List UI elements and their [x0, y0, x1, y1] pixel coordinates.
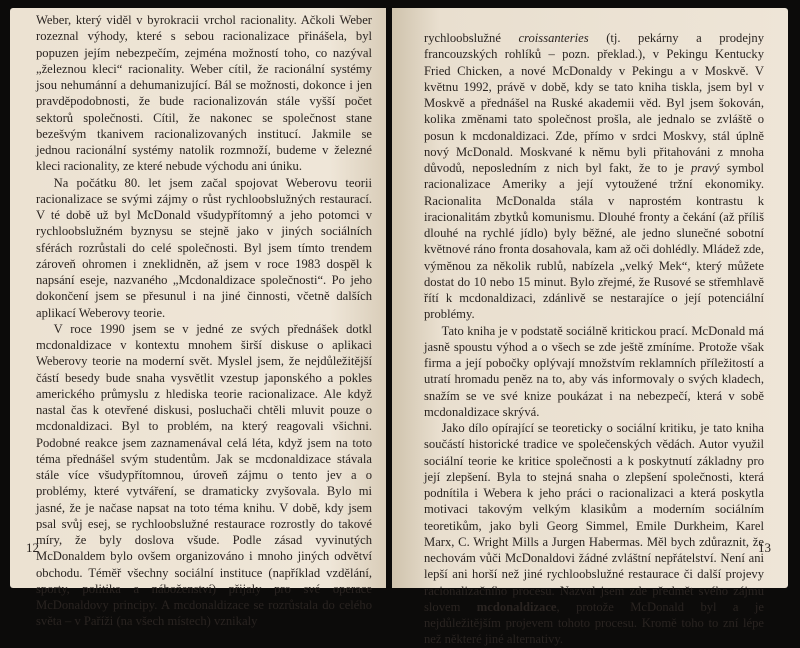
left-paragraph-2: Na počátku 80. let jsem začal spojovat Weberovu teorii racionalizace se svými zájmy o růst rychloobslužných restaurací. V té době už byl McDonald všudypřítomný a jeho potomci v rychloobslužném byznysu se stejně jako v jiných sociálních sférách rozrůstali do celé společnosti. Byl jsem tímto trendem zároveň ohromen i zneklidněn, až jsem v roce 1983 dospěl k napsání eseje, nazvaného „Mcdonaldizace společnosti“. Po jeho dokončení jsem se přesunul i na jiné činnosti, včetně dalších aplikací Weberovy teorie. [36, 175, 372, 320]
left-page-text [36, 12, 372, 630]
text-segment: rychloobslužné [424, 31, 519, 45]
right-paragraph-1 [424, 30, 764, 323]
right-paragraph-3 [424, 420, 764, 648]
italic-term: croissanteries [518, 31, 589, 45]
text-segment: , protože McDonald byl a je nejdůležitějším projevem tohoto procesu. Kromě toho to zní lépe než některé jiné alternativy. [424, 599, 764, 647]
italic-term: pravý [690, 161, 720, 175]
left-paragraph-3: V roce 1990 jsem se v jedné ze svých přednášek dotkl mcdonaldizace v kontextu mnohem širší diskuse o aplikaci Weberovy teorie na moderní svět. Myslel jsem, že nejdůležitější částí besedy bude snaha vysvětlit vzestup japonského a pokles amerického průmyslu z hlediska teorie racionalizace. Ale když nastal čas k otevřené diskusi, posluchači chtěli mluvit pouze o mcdonaldizaci. Byl to problém, na který reagovali všichni. Podobné reakce jsem zaznamenával celá léta, když jsem na toto téma přednášel svým studentům. Jak se mcdonaldizace stávala stále více všudypřítomnou, úroveň zájmu o tento jev a o problémy, které vytváření, se dramaticky zvyšovala. Bylo mi jasné, že je načase napsat na toto téma knihu. V době, kdy jsem psal svůj esej, se rychloobslužné restaurace rozrostly do takové míry, že byly doslova všude. Podle zásad vyvinutých McDonaldem bylo ovšem organizováno i mnoho jiných odvětví obchodu. Téměř všechny sociální instituce (například vzdělání, sporty, politika a náboženství) přijaly pro své operace McDonaldovy principy. A mcdonaldizace se rozrůstala do celého světa – v Paříži (na všech místech) vznikaly [36, 321, 372, 629]
text-segment: Jako dílo opírající se teoreticky o sociální kritiku, je tato kniha součástí historické tradice ve společenských vědách. Autor využil sociální teorie ke kritice společnosti a k poskytnutí základny pro její zlepšení. Byla to stejná snaha o zlepšení společnosti, která podnítila i Webera k jeho práci o racionalizaci a která poskytla motivaci takovým velkým klasikům a moderním sociálním teoretikům, jako byli Georg Simmel, Emile Durkheim, Karel Marx, C. Wright Mills a Jurgen Habermas. Měl bych zdůraznit, že nechovám vůči McDonaldovi žádné zvláštní nepřátelství. Není ani lepší ani horší než jiné rychloobslužné restaurace či další projevy racionalizačního procesu. Nazval jsem zde předmět svého zájmu slovem [424, 421, 764, 614]
right-paragraph-2: Tato kniha je v podstatě sociálně kritickou prací. McDonald má jasně spoustu výhod a o všech se zde ještě zmíníme. Protože však firma a její pobočky oplývají množstvím reklamních příležitostí a utratí hromadu peněz na to, aby vás informovaly o svých kladech, snažím se ve své knize poukázat i na nebezpečí, která v sobě mcdonaldizace skrývá. [424, 323, 764, 419]
page-number-left: 12 [26, 540, 39, 555]
text-segment: (tj. pekárny a prodejny francouzských rohlíků – pozn. překlad.), v Pekingu Kentucky Fried Chicken, a nové McDonaldy v Pekingu a v Moskvě. V květnu 1992, právě v době, kdy se tato kniha tiskla, jsem byl v Moskvě a přednášel na Ruské akademii věd. Byl jsem šokován, kolika změnami tato společnost prošla, ale jednalo se zvláště o posun k mcdonaldizaci. Zde, přímo v srdci Moskvy, stál úplně nový McDonald. Moskvané k němu byli přitahováni z mnoha důvodů, neposledním z nich byl fakt, že to je [424, 31, 764, 175]
left-page [10, 8, 386, 629]
right-page [392, 8, 788, 647]
page-number-right: 13 [758, 540, 771, 555]
left-paragraph-1: Weber, který viděl v byrokracii vrchol racionality. Ačkoli Weber rozeznal výhody, které s sebou racionalizace přinášela, byl popuzen jejím nebezpečím, zejména možností toho, co nazýval „železnou kleci“ racionality. Weber cítil, že racionální systémy jsou nehumánní a dehumanizující. Bál se možnosti, dokonce i jen pravděpodobnosti, že bude racionalizován stále vyšší počet sektorů společnosti. Cítil, že nakonec se společnost stane bezešvým tkanivem racionalizovaných institucí. Jakmile se jednou racionální systémy natolik rozmnoží, budeme v železné kleci racionality, ze které nebude východu ani úniku. [36, 13, 372, 174]
text-segment: symbol racionalizace Ameriky a její vytoužené tržní ekonomiky. Racionalita McDonalda stála v naprostém kontrastu k iracionalitám zbytků komunismu. Dlouhé fronty a čekání (až příliš dlouhé na rychlé jídlo) byly běžné, ale jedno slunečné sobotní květnové ráno fronta dosahovala, kam až oči dohlédly. Mládež zde, výměnou za několik rublů, nabízela „velký Mek“, který můžete dostat do 10 nebo 15 minut. Bylo zřejmé, že Rusové se střemhlavě řítí k mcdonaldizaci, zdánlivě se nestarajíce o její potenciální problémy. [424, 161, 764, 322]
bold-term: mcdonaldizace [476, 599, 557, 614]
right-page-text [424, 30, 764, 648]
